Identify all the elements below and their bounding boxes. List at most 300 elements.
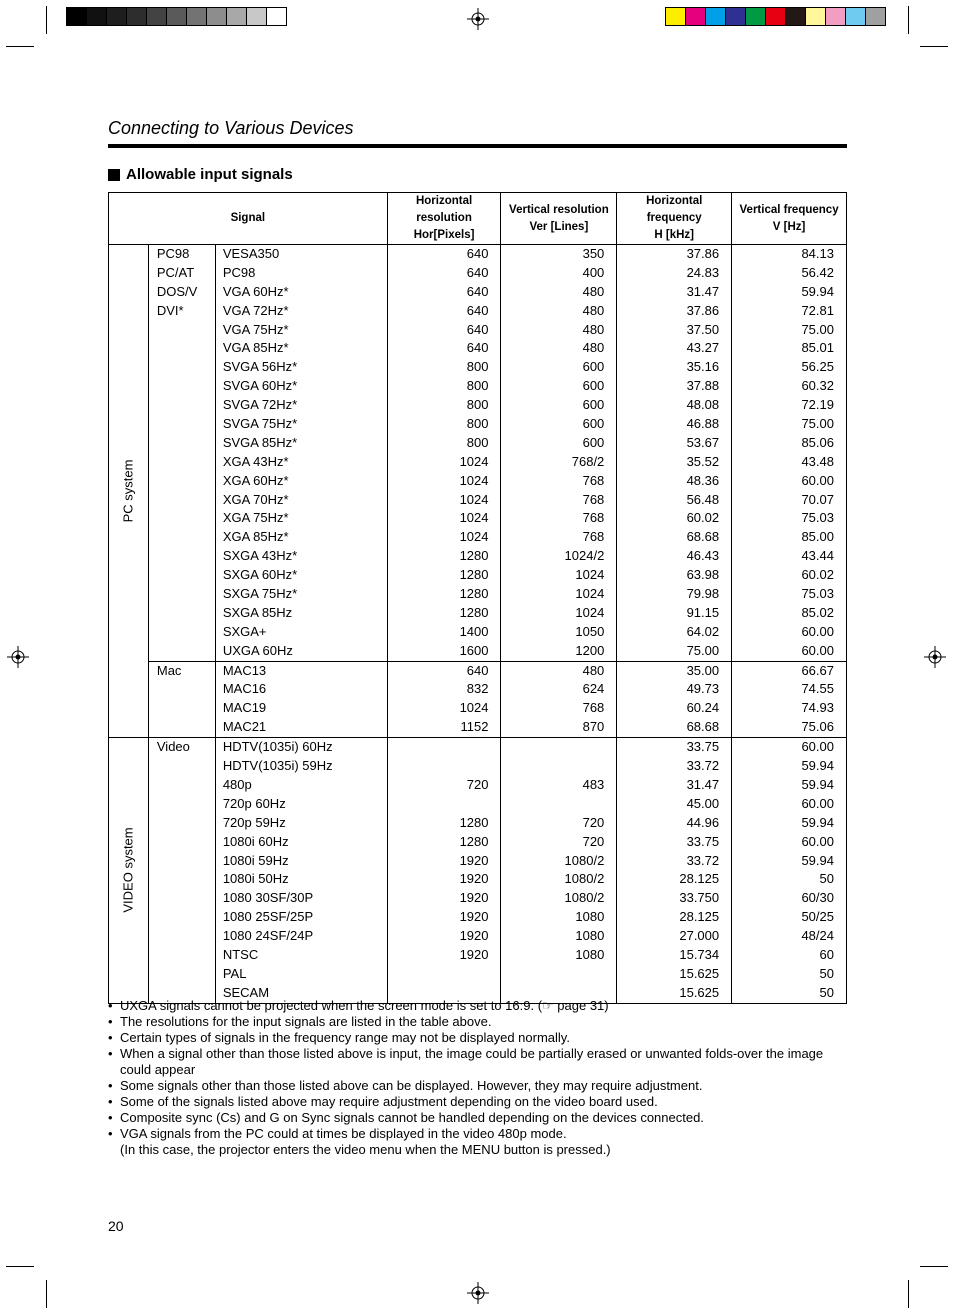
horizontal-resolution: 1024 (459, 491, 489, 507)
signal-name: HDTV(1035i) 60Hz (222, 739, 333, 755)
signal-name: SXGA+ (222, 623, 267, 639)
vertical-frequency: 56.42 (801, 264, 834, 280)
vertical-frequency: 60.00 (801, 833, 834, 849)
signal-name: VESA350 (222, 246, 280, 261)
table-row (109, 738, 847, 1003)
vertical-resolution: 720 (582, 833, 605, 849)
vertical-resolution: 1080/2 (564, 871, 605, 887)
color-swatch (706, 8, 726, 25)
horizontal-frequency: 49.73 (686, 681, 720, 697)
horizontal-resolution: 1920 (459, 909, 489, 925)
note-text: Certain types of signals in the frequency range may not be displayed normally. (120, 1030, 570, 1045)
signal-name: XGA 70Hz* (222, 491, 289, 507)
title-rule (108, 144, 847, 148)
vertical-frequency: 59.94 (801, 814, 834, 830)
signal-name: 480p (222, 776, 252, 792)
horizontal-frequency: 68.68 (686, 719, 720, 735)
horizontal-resolution: 1920 (459, 852, 489, 868)
registration-mark-icon (467, 8, 489, 30)
signal-name: SXGA 60Hz* (222, 567, 298, 583)
page-number: 20 (108, 1218, 124, 1234)
category-label: Mac (156, 662, 182, 678)
table-row (109, 661, 847, 738)
vertical-resolution: 600 (582, 416, 605, 432)
vertical-frequency: 60.02 (801, 567, 834, 583)
horizontal-frequency-cell (617, 245, 732, 662)
vertical-resolution: 1024/2 (564, 548, 605, 564)
horizontal-resolution: 1024 (459, 510, 489, 526)
horizontal-frequency: 37.50 (686, 321, 720, 337)
color-swatch (746, 8, 766, 25)
horizontal-frequency: 33.72 (686, 852, 720, 868)
vertical-frequency: 75.03 (801, 510, 834, 526)
vertical-frequency: 50 (819, 965, 834, 981)
vertical-resolution: 480 (582, 302, 605, 318)
horizontal-resolution: 640 (466, 321, 489, 337)
vertical-resolution: 480 (582, 662, 605, 678)
horizontal-resolution: 640 (466, 264, 489, 280)
horizontal-resolution: 1024 (459, 700, 489, 716)
color-swatch (686, 8, 706, 25)
horizontal-resolution: 1400 (459, 623, 489, 639)
signal-name: XGA 43Hz* (222, 453, 289, 469)
vertical-frequency: 72.81 (801, 302, 834, 318)
vertical-frequency: 50/25 (801, 909, 834, 925)
vertical-frequency: 59.94 (801, 758, 834, 774)
category-label: DOS/V (156, 283, 198, 299)
signal-name: SVGA 75Hz* (222, 416, 298, 432)
signal-name: MAC16 (222, 681, 267, 697)
vertical-resolution: 870 (582, 719, 605, 735)
color-swatch (786, 8, 806, 25)
signal-name-cell (215, 245, 387, 662)
bullet-icon: • (108, 1014, 113, 1029)
signal-name: 720p 59Hz (222, 814, 286, 830)
color-swatch (866, 8, 885, 25)
vertical-resolution: 483 (582, 776, 605, 792)
vertical-frequency: 85.02 (801, 604, 834, 620)
horizontal-resolution: 1024 (459, 453, 489, 469)
vertical-frequency: 74.93 (801, 700, 834, 716)
signal-name: 720p 60Hz (222, 795, 286, 811)
horizontal-frequency: 60.02 (686, 510, 720, 526)
horizontal-resolution: 800 (466, 359, 489, 375)
note-text: The resolutions for the input signals are listed in the table above. (120, 1014, 492, 1029)
horizontal-frequency: 35.52 (686, 453, 720, 469)
notes-list (108, 998, 853, 1158)
horizontal-frequency: 43.27 (686, 340, 720, 356)
horizontal-frequency: 64.02 (686, 623, 720, 639)
vertical-resolution: 600 (582, 359, 605, 375)
signal-name: PC98 (222, 264, 256, 280)
vertical-resolution: 1080/2 (564, 852, 605, 868)
signal-name: XGA 60Hz* (222, 472, 289, 488)
signal-name: SVGA 56Hz* (222, 359, 298, 375)
crop-mark (908, 6, 909, 34)
signal-name: VGA 60Hz* (222, 283, 289, 299)
vertical-frequency: 75.06 (801, 719, 834, 735)
horizontal-frequency: 91.15 (686, 604, 720, 620)
vertical-frequency-cell (732, 245, 847, 662)
vertical-resolution: 1080 (575, 946, 605, 962)
signal-name: SVGA 60Hz* (222, 378, 298, 394)
signal-name: VGA 85Hz* (222, 340, 289, 356)
signal-name: 1080i 59Hz (222, 852, 289, 868)
category-label: PC/AT (156, 264, 195, 280)
horizontal-frequency: 37.86 (686, 302, 720, 318)
vertical-resolution: 768 (582, 472, 605, 488)
signal-name: MAC13 (222, 662, 267, 678)
horizontal-frequency: 33.72 (686, 758, 720, 774)
signal-name: VGA 75Hz* (222, 321, 289, 337)
vertical-resolution: 400 (582, 264, 605, 280)
signal-name-cell (215, 738, 387, 1003)
header-vertical-frequency: Vertical frequency V [Hz] (732, 193, 847, 245)
vertical-resolution: 480 (582, 283, 605, 299)
horizontal-resolution-cell (387, 245, 501, 662)
bullet-icon: • (108, 1030, 113, 1045)
note-item (108, 1094, 853, 1110)
vertical-resolution: 600 (582, 397, 605, 413)
vertical-frequency-cell (732, 738, 847, 1003)
note-item (108, 1046, 853, 1078)
horizontal-resolution: 800 (466, 434, 489, 450)
horizontal-frequency: 33.75 (686, 833, 720, 849)
color-swatch (666, 8, 686, 25)
horizontal-resolution: 640 (466, 246, 489, 261)
signal-name: 1080i 50Hz (222, 871, 289, 887)
vertical-resolution: 768 (582, 491, 605, 507)
horizontal-frequency: 44.96 (686, 814, 720, 830)
bullet-icon: • (108, 1046, 113, 1061)
header-horizontal-frequency: Horizontal frequency H [kHz] (617, 193, 732, 245)
note-text: Some signals other than those listed above can be displayed. However, they may require adjustment. (120, 1078, 703, 1093)
horizontal-frequency: 28.125 (679, 871, 720, 887)
vertical-resolution: 1080 (575, 928, 605, 944)
system-label: PC system (109, 245, 149, 738)
grayscale-swatch (267, 8, 286, 25)
vertical-frequency: 75.00 (801, 416, 834, 432)
vertical-frequency: 48/24 (801, 928, 834, 944)
registration-mark-icon (467, 1282, 489, 1304)
horizontal-frequency-cell (617, 738, 732, 1003)
horizontal-resolution: 800 (466, 378, 489, 394)
signal-name: SXGA 75Hz* (222, 586, 298, 602)
grayscale-bar (66, 7, 287, 26)
horizontal-frequency: 15.625 (679, 984, 720, 1000)
vertical-resolution: 480 (582, 340, 605, 356)
vertical-frequency: 60/30 (801, 890, 834, 906)
grayscale-swatch (67, 8, 87, 25)
grayscale-swatch (187, 8, 207, 25)
horizontal-frequency: 63.98 (686, 567, 720, 583)
category-label: DVI* (156, 302, 184, 318)
header-vertical-resolution: Vertical resolution Ver [Lines] (501, 193, 617, 245)
color-swatch (766, 8, 786, 25)
signal-name: UXGA 60Hz (222, 642, 293, 658)
category-cell (148, 738, 215, 1003)
note-item (108, 1030, 853, 1046)
signal-name: 1080 30SF/30P (222, 890, 314, 906)
crop-mark (46, 1280, 47, 1308)
horizontal-resolution: 1600 (459, 642, 489, 658)
vertical-resolution: 600 (582, 434, 605, 450)
vertical-frequency: 60.00 (801, 739, 834, 755)
section-title: Allowable input signals (126, 166, 293, 183)
vertical-frequency: 85.01 (801, 340, 834, 356)
vertical-frequency: 70.07 (801, 491, 834, 507)
note-text: Composite sync (Cs) and G on Sync signals cannot be handled depending on the devices connected. (120, 1110, 704, 1125)
horizontal-frequency: 15.625 (679, 965, 720, 981)
grayscale-swatch (247, 8, 267, 25)
horizontal-frequency: 33.75 (686, 739, 720, 755)
vertical-frequency: 59.94 (801, 852, 834, 868)
bullet-icon: • (108, 1078, 113, 1093)
signal-name: XGA 75Hz* (222, 510, 289, 526)
vertical-frequency: 74.55 (801, 681, 834, 697)
signal-name: XGA 85Hz* (222, 529, 289, 545)
table-row (109, 245, 847, 662)
vertical-resolution-cell (501, 661, 617, 738)
horizontal-resolution: 640 (466, 283, 489, 299)
signal-name: SVGA 85Hz* (222, 434, 298, 450)
horizontal-frequency: 75.00 (686, 642, 720, 658)
grayscale-swatch (227, 8, 247, 25)
horizontal-resolution (388, 965, 501, 984)
horizontal-resolution: 1280 (459, 586, 489, 602)
horizontal-resolution: 1280 (459, 833, 489, 849)
vertical-frequency: 60.00 (801, 642, 834, 658)
note-item (108, 1110, 853, 1126)
horizontal-frequency: 68.68 (686, 529, 720, 545)
vertical-frequency: 43.44 (801, 548, 834, 564)
bullet-icon: • (108, 1126, 113, 1141)
horizontal-frequency: 35.16 (686, 359, 720, 375)
signal-name: HDTV(1035i) 59Hz (222, 758, 333, 774)
vertical-resolution: 720 (582, 814, 605, 830)
signal-name: SVGA 72Hz* (222, 397, 298, 413)
vertical-resolution: 768/2 (571, 453, 605, 469)
vertical-frequency-cell (732, 661, 847, 738)
color-swatch (726, 8, 746, 25)
square-bullet-icon (108, 169, 120, 181)
horizontal-frequency: 37.88 (686, 378, 720, 394)
crop-mark (908, 1280, 909, 1308)
vertical-resolution (501, 795, 616, 814)
horizontal-resolution: 1920 (459, 890, 489, 906)
signal-name: VGA 72Hz* (222, 302, 289, 318)
vertical-frequency: 75.00 (801, 321, 834, 337)
horizontal-frequency: 48.36 (686, 472, 720, 488)
grayscale-swatch (167, 8, 187, 25)
horizontal-frequency: 33.750 (679, 890, 720, 906)
vertical-resolution (501, 965, 616, 984)
vertical-frequency: 60.00 (801, 623, 834, 639)
color-swatch (826, 8, 846, 25)
color-swatch (846, 8, 866, 25)
note-item (108, 1014, 853, 1030)
vertical-resolution: 1024 (575, 567, 605, 583)
crop-mark (920, 46, 948, 47)
table-header-row (109, 193, 847, 245)
grayscale-swatch (127, 8, 147, 25)
horizontal-resolution-cell (387, 738, 501, 1003)
note-item (108, 998, 853, 1014)
horizontal-resolution: 1024 (459, 472, 489, 488)
horizontal-frequency-cell (617, 661, 732, 738)
vertical-resolution: 1200 (575, 642, 605, 658)
horizontal-resolution: 1280 (459, 814, 489, 830)
section-heading (108, 166, 293, 183)
vertical-resolution: 624 (582, 681, 605, 697)
horizontal-resolution: 640 (466, 662, 489, 678)
horizontal-frequency: 46.88 (686, 416, 720, 432)
registration-mark-icon (924, 646, 946, 668)
signal-name: 1080i 60Hz (222, 833, 289, 849)
horizontal-resolution (388, 738, 501, 757)
horizontal-resolution: 640 (466, 340, 489, 356)
vertical-frequency: 56.25 (801, 359, 834, 375)
category-label: Video (156, 739, 190, 755)
horizontal-frequency: 53.67 (686, 434, 720, 450)
vertical-resolution: 1024 (575, 604, 605, 620)
vertical-resolution (501, 738, 616, 757)
horizontal-frequency: 37.86 (686, 246, 720, 261)
vertical-resolution: 350 (582, 246, 605, 261)
horizontal-resolution: 1024 (459, 529, 489, 545)
horizontal-resolution: 640 (466, 302, 489, 318)
note-text: UXGA signals cannot be projected when the screen mode is set to 16:9. (☞ page 31) (120, 998, 609, 1013)
horizontal-frequency: 15.734 (679, 946, 720, 962)
horizontal-frequency: 60.24 (686, 700, 720, 716)
vertical-resolution: 1080 (575, 909, 605, 925)
signal-name: SECAM (222, 984, 270, 1000)
horizontal-resolution: 1920 (459, 928, 489, 944)
horizontal-frequency: 24.83 (686, 264, 720, 280)
crop-mark (6, 1266, 34, 1267)
horizontal-resolution-cell (387, 661, 501, 738)
horizontal-frequency: 79.98 (686, 586, 720, 602)
color-bar (665, 7, 886, 26)
vertical-resolution: 1080/2 (564, 890, 605, 906)
horizontal-frequency: 35.00 (686, 662, 720, 678)
note-text: When a signal other than those listed above is input, the image could be partially erased or unwanted folds-over the image could appear (120, 1046, 824, 1077)
category-cell (148, 245, 215, 662)
horizontal-frequency: 31.47 (686, 283, 720, 299)
vertical-frequency: 84.13 (801, 246, 834, 261)
vertical-frequency: 85.06 (801, 434, 834, 450)
category-label: PC98 (156, 246, 190, 261)
horizontal-frequency: 56.48 (686, 491, 720, 507)
signal-name: 1080 24SF/24P (222, 928, 314, 944)
signal-name: 1080 25SF/25P (222, 909, 314, 925)
horizontal-resolution: 1280 (459, 548, 489, 564)
signal-table (108, 192, 847, 1004)
header-horizontal-resolution: Horizontal resolution Hor[Pixels] (387, 193, 501, 245)
vertical-frequency: 43.48 (801, 453, 834, 469)
horizontal-frequency: 28.125 (679, 909, 720, 925)
bullet-icon: • (108, 1110, 113, 1125)
vertical-frequency: 75.03 (801, 586, 834, 602)
system-label: VIDEO system (109, 738, 149, 1003)
vertical-resolution: 1024 (575, 586, 605, 602)
color-swatch (806, 8, 826, 25)
signal-name: SXGA 43Hz* (222, 548, 298, 564)
grayscale-swatch (87, 8, 107, 25)
vertical-resolution (501, 757, 616, 776)
registration-mark-icon (7, 646, 29, 668)
note-text: Some of the signals listed above may require adjustment depending on the video board used. (120, 1094, 658, 1109)
horizontal-frequency: 45.00 (686, 795, 720, 811)
horizontal-resolution: 800 (466, 397, 489, 413)
vertical-resolution: 768 (582, 529, 605, 545)
signal-name: NTSC (222, 946, 259, 962)
vertical-resolution: 768 (582, 700, 605, 716)
vertical-frequency: 59.94 (801, 283, 834, 299)
vertical-frequency: 60.00 (801, 795, 834, 811)
horizontal-resolution: 1152 (460, 719, 489, 735)
vertical-resolution: 768 (582, 510, 605, 526)
vertical-frequency: 72.19 (801, 397, 834, 413)
horizontal-resolution: 800 (466, 416, 489, 432)
signal-name-cell (215, 661, 387, 738)
bullet-icon: • (108, 1094, 113, 1109)
horizontal-resolution (388, 795, 501, 814)
crop-mark (6, 46, 34, 47)
horizontal-resolution: 720 (466, 776, 489, 792)
vertical-resolution-cell (501, 738, 617, 1003)
vertical-resolution-cell (501, 245, 617, 662)
note-text: VGA signals from the PC could at times be displayed in the video 480p mode. (In this case, the projector enters the video menu when the MENU button is pressed.) (120, 1126, 611, 1157)
vertical-frequency: 60.32 (801, 378, 834, 394)
horizontal-frequency: 48.08 (686, 397, 720, 413)
grayscale-swatch (147, 8, 167, 25)
horizontal-frequency: 46.43 (686, 548, 720, 564)
note-item (108, 1126, 853, 1158)
vertical-frequency: 59.94 (801, 776, 834, 792)
signal-name: MAC19 (222, 700, 267, 716)
crop-mark (920, 1266, 948, 1267)
page-title: Connecting to Various Devices (108, 118, 354, 138)
bullet-icon: • (108, 998, 113, 1013)
grayscale-swatch (107, 8, 127, 25)
signal-name: PAL (222, 965, 247, 981)
horizontal-resolution: 1920 (459, 946, 489, 962)
vertical-frequency: 50 (819, 984, 834, 1000)
horizontal-resolution: 1920 (459, 871, 489, 887)
signal-name: MAC21 (222, 719, 267, 735)
horizontal-resolution: 832 (466, 681, 489, 697)
grayscale-swatch (207, 8, 227, 25)
header-signal: Signal (109, 193, 388, 245)
signal-name: SXGA 85Hz (222, 604, 293, 620)
vertical-frequency: 60 (819, 946, 834, 962)
horizontal-resolution (388, 757, 501, 776)
vertical-resolution: 1050 (575, 623, 605, 639)
horizontal-resolution: 1280 (459, 604, 489, 620)
note-item (108, 1078, 853, 1094)
vertical-frequency: 85.00 (801, 529, 834, 545)
vertical-frequency: 50 (819, 871, 834, 887)
vertical-frequency: 60.00 (801, 472, 834, 488)
vertical-resolution: 600 (582, 378, 605, 394)
horizontal-frequency: 31.47 (686, 776, 720, 792)
horizontal-frequency: 27.000 (679, 928, 720, 944)
crop-mark (46, 6, 47, 34)
horizontal-resolution: 1280 (459, 567, 489, 583)
category-cell (148, 661, 215, 738)
vertical-resolution: 480 (582, 321, 605, 337)
